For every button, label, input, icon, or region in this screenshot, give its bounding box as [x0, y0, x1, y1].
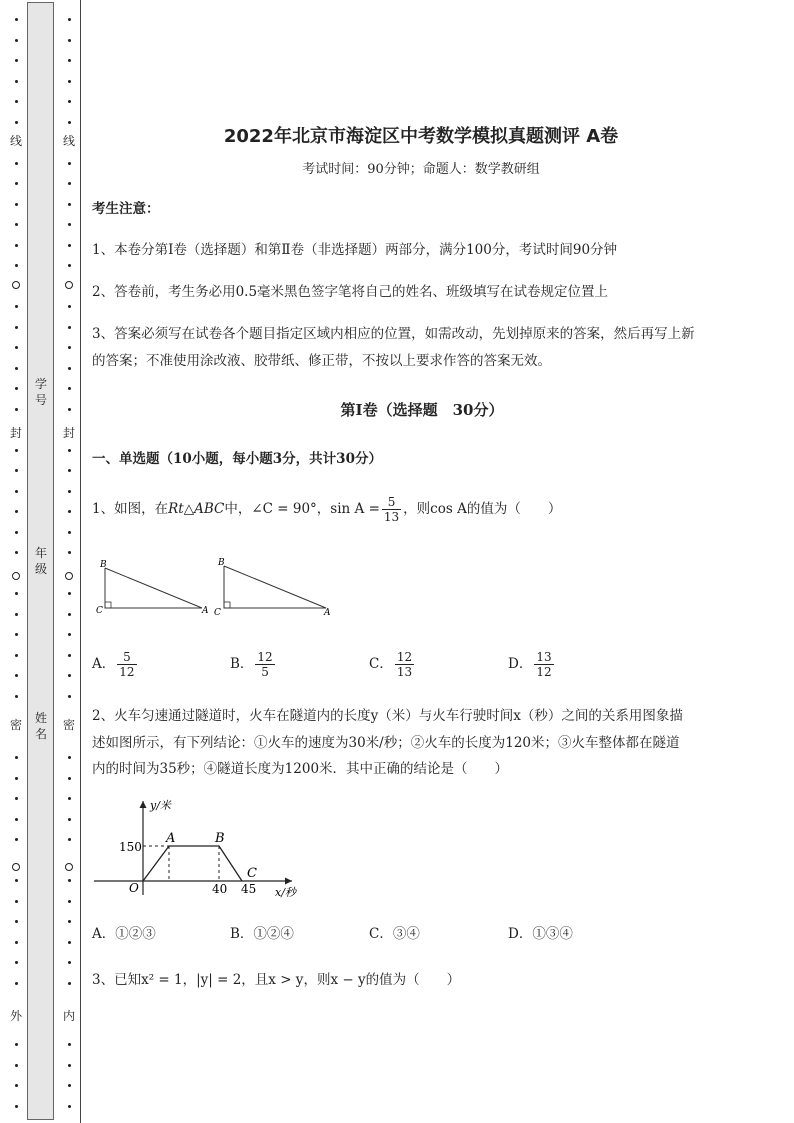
seal-dot	[68, 818, 71, 821]
seal-dot	[15, 1064, 18, 1067]
seal-dot	[68, 531, 71, 534]
seal-dot	[68, 387, 71, 390]
seal-dot	[68, 80, 71, 83]
seal-dot	[15, 797, 18, 800]
seal-dot	[15, 879, 18, 882]
seal-dot	[68, 264, 71, 267]
seal-circle	[65, 863, 73, 871]
seal-dot	[68, 613, 71, 616]
seal-dot	[68, 469, 71, 472]
q2-origin: O	[129, 881, 139, 895]
section-title: 第I卷（选择题 30分）	[340, 401, 504, 419]
q2-line1: 2、火车匀速通过隧道时，火车在隧道内的长度y（米）与火车行驶时间x（秒）之间的关系用图象描	[92, 708, 683, 724]
q2-point-a: A	[166, 831, 176, 846]
seal-dot	[68, 18, 71, 21]
seal-dot	[15, 531, 18, 534]
q2-y-tick: 150	[119, 840, 142, 854]
seal-dot	[15, 838, 18, 841]
outer-mark-feng: 封	[9, 426, 22, 440]
seal-dot	[68, 408, 71, 411]
field-grade: 年级	[34, 546, 47, 576]
q2-option-d[interactable]: D．①③④	[508, 926, 573, 942]
q2-option-b[interactable]: B．①②④	[230, 926, 294, 942]
seal-dot	[15, 449, 18, 452]
seal-dot	[68, 510, 71, 513]
q1-option-a[interactable]: A． $\frac{5}{12}$	[92, 650, 135, 679]
q1-fig1-label-b: B	[100, 560, 107, 570]
q1-suffix: ，则cos A的值为（ ）	[403, 501, 562, 517]
outer-mark-xian: 线	[9, 134, 22, 148]
seal-dot	[15, 982, 18, 985]
seal-dot	[15, 264, 18, 267]
q2-x-tick-40: 40	[212, 882, 228, 896]
seal-dot	[15, 490, 18, 493]
seal-dot	[15, 305, 18, 308]
seal-dot	[15, 900, 18, 903]
seal-dot	[15, 80, 18, 83]
seal-dot	[68, 592, 71, 595]
seal-dot	[15, 408, 18, 411]
seal-dot	[68, 654, 71, 657]
seal-dot	[15, 182, 18, 185]
binding-line	[80, 0, 81, 1123]
seal-dot	[15, 941, 18, 944]
q1-fig2-label-b: B	[218, 558, 225, 568]
seal-dot	[15, 756, 18, 759]
note-1: 1、本卷分第I卷（选择题）和第Ⅱ卷（非选择题）两部分，满分100分，考试时间90分钟	[92, 242, 618, 258]
q1-fig1-label-a: A	[202, 606, 209, 616]
seal-dot	[68, 961, 71, 964]
seal-dot	[15, 674, 18, 677]
seal-dot	[15, 654, 18, 657]
seal-dot	[68, 1043, 71, 1046]
seal-dot	[15, 961, 18, 964]
q2-point-b: B	[215, 831, 225, 846]
exam-subtitle: 考试时间：90分钟；命题人：数学教研组	[302, 162, 540, 177]
field-student-id: 学号	[34, 377, 47, 407]
seal-dot	[15, 223, 18, 226]
q2-line3: 内的时间为35秒；④隧道长度为1200米．其中正确的结论是（ ）	[92, 761, 509, 777]
seal-dot	[15, 1105, 18, 1108]
field-name: 姓名	[34, 711, 47, 741]
seal-dot	[15, 326, 18, 329]
seal-dot	[68, 182, 71, 185]
seal-dot	[68, 100, 71, 103]
q1-fig2-label-c: C	[214, 608, 221, 618]
seal-circle	[12, 572, 20, 580]
inner-mark-nei: 内	[62, 1009, 75, 1023]
q2-graph	[92, 795, 322, 905]
seal-dot	[68, 326, 71, 329]
q1-figures	[92, 553, 352, 623]
q1-prefix: 1、如图，在	[92, 501, 169, 517]
seal-dot	[15, 39, 18, 42]
q1-triangle-1	[96, 560, 209, 616]
q1-sin-fraction: $\frac{5}{13}$	[383, 495, 400, 524]
seal-dot	[15, 367, 18, 370]
seal-dot	[68, 920, 71, 923]
seal-circle	[65, 281, 73, 289]
note-3-line1: 3、答案必须写在试卷各个题目指定区域内相应的位置，如需改动，先划掉原来的答案，然后再写上新	[92, 326, 695, 342]
q1-option-c[interactable]: C． $\frac{12}{13}$	[369, 650, 413, 679]
seal-dot	[68, 777, 71, 780]
note-3-line2: 的答案；不准使用涂改液、胶带纸、修正带，不按以上要求作答的答案无效。	[92, 353, 551, 369]
note-2: 2、答卷前，考生务必用0.5毫米黑色签字笔将自己的姓名、班级填写在试卷规定位置上	[92, 284, 609, 300]
seal-dot	[68, 756, 71, 759]
seal-dot	[15, 551, 18, 554]
q2-point-c: C	[247, 866, 257, 881]
seal-dot	[15, 162, 18, 165]
seal-dot	[15, 244, 18, 247]
seal-dot	[68, 941, 71, 944]
outer-mark-wai: 外	[9, 1009, 22, 1023]
seal-dot	[68, 900, 71, 903]
inner-mark-feng: 封	[62, 426, 75, 440]
q2-x-tick-45: 45	[241, 882, 257, 896]
q2-option-c[interactable]: C．③④	[369, 926, 420, 942]
seal-circle	[65, 572, 73, 580]
q1-option-b[interactable]: B． $\frac{12}{5}$	[230, 650, 273, 679]
seal-dot	[15, 203, 18, 206]
q1-mid: 中，∠C = 90°，sin A =	[224, 501, 380, 517]
seal-dot	[15, 818, 18, 821]
seal-dot	[68, 1105, 71, 1108]
seal-dot	[68, 162, 71, 165]
seal-dot	[68, 838, 71, 841]
seal-dot	[15, 1084, 18, 1087]
seal-dot	[68, 1064, 71, 1067]
part-title: 一、单选题（10小题，每小题3分，共计30分）	[92, 451, 382, 467]
q1-delta: △	[183, 501, 195, 517]
seal-dot	[15, 469, 18, 472]
seal-dot	[68, 346, 71, 349]
seal-dot	[15, 510, 18, 513]
seal-circle	[12, 863, 20, 871]
q2-x-label: x/秒	[275, 886, 296, 899]
seal-dot	[68, 305, 71, 308]
seal-dot	[15, 59, 18, 62]
seal-dot	[68, 551, 71, 554]
seal-dot	[68, 121, 71, 124]
seal-dot	[15, 920, 18, 923]
q1-fig1-label-c: C	[96, 606, 103, 616]
seal-dot	[68, 203, 71, 206]
notes-heading: 考生注意：	[92, 201, 160, 217]
q2-line2: 述如图所示，有下列结论：①火车的速度为30米/秒；②火车的长度为120米；③火车整体都在隧道	[92, 735, 680, 751]
outer-mark-mi: 密	[9, 718, 22, 732]
seal-dot	[15, 387, 18, 390]
q2-y-label: y/米	[150, 799, 171, 812]
seal-dot	[68, 695, 71, 698]
seal-dot	[68, 633, 71, 636]
question-1	[92, 494, 752, 524]
q1-triangle-2	[214, 558, 331, 618]
seal-dot	[68, 449, 71, 452]
seal-dot	[15, 633, 18, 636]
seal-dot	[15, 18, 18, 21]
seal-dot	[15, 100, 18, 103]
seal-dot	[15, 121, 18, 124]
seal-dot	[15, 777, 18, 780]
seal-dot	[68, 1084, 71, 1087]
exam-title: 2022年北京市海淀区中考数学模拟真题测评 A卷	[223, 126, 619, 147]
seal-dot	[68, 674, 71, 677]
seal-dot	[15, 695, 18, 698]
seal-dot	[68, 244, 71, 247]
inner-mark-mi: 密	[62, 718, 75, 732]
seal-dot	[68, 797, 71, 800]
question-3: 3、已知x² = 1，|y| = 2，且x > y，则x − y的值为（ ）	[92, 972, 461, 988]
seal-dot	[15, 613, 18, 616]
seal-dot	[68, 223, 71, 226]
seal-dot	[68, 59, 71, 62]
seal-dot	[15, 1043, 18, 1046]
q2-graph-line	[143, 846, 242, 881]
seal-dot	[68, 879, 71, 882]
seal-dot	[68, 982, 71, 985]
seal-dot	[15, 346, 18, 349]
inner-mark-xian: 线	[62, 134, 75, 148]
seal-dot	[68, 490, 71, 493]
q1-fig2-label-a: A	[324, 608, 331, 618]
seal-circle	[12, 281, 20, 289]
seal-dot	[68, 39, 71, 42]
binding-margin	[0, 0, 90, 1123]
q1-triangle: ABC	[194, 501, 225, 517]
seal-dot	[68, 367, 71, 370]
q1-rt: Rt	[168, 501, 184, 517]
q1-option-d[interactable]: D． $\frac{13}{12}$	[508, 650, 552, 679]
seal-dot	[15, 592, 18, 595]
q2-option-a[interactable]: A．①②③	[92, 926, 156, 942]
